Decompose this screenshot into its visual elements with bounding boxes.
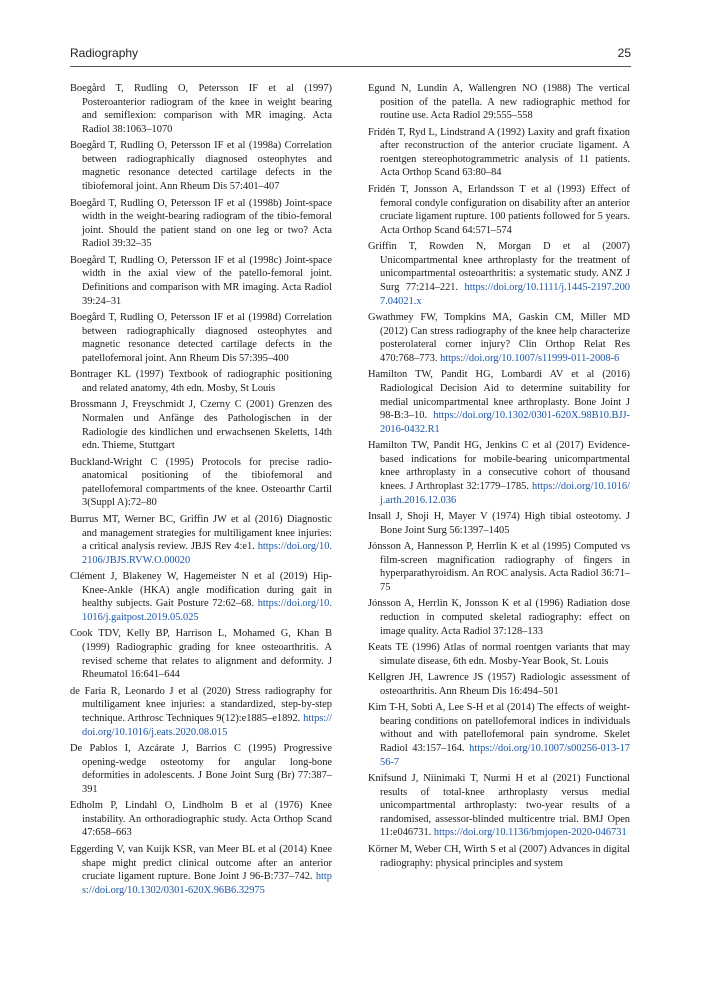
reference-text: Knifsund J, Niinimaki T, Nurmi H et al (2021) Functional results of total-knee arthroplasty versus medial unicompartmental arthroplasty: two-year results of a randomised, assessor-blinded multicentre trial. BMJ Open 11:e046731. bbox=[368, 773, 630, 839]
reference-text: Hamilton TW, Pandit HG, Jenkins C et al (2017) Evidence-based indications for mobile-bearing unicompartmental knee arthroplasty in a consecutive cohort of thousand knees. J Arthroplast 32:1779–1785. bbox=[368, 440, 630, 492]
reference-text: Kim T-H, Sobti A, Lee S-H et al (2014) The effects of weight-bearing conditions on patellofemoral indices in individuals without and with patellofemoral pain syndrome. Skelet Radiol 43:157–164. bbox=[368, 702, 630, 754]
section-title: Radiography bbox=[70, 46, 139, 60]
reference-entry bbox=[368, 772, 630, 840]
reference-entry bbox=[368, 82, 630, 123]
doi-link[interactable]: https://doi.org/10.1111/j.1445-2197.2007.04021.x bbox=[380, 281, 630, 307]
reference-text: Buckland-Wright C (1995) Protocols for precise radio-anatomical positioning of the tibiofemoral and patellofemoral compartments of the knee. Osteoarthr Cartil 3(Suppl A):72–80 bbox=[70, 456, 332, 509]
reference-text: Boegård T, Rudling O, Petersson IF et al (1998d) Correlation between radiographically diagnosed osteophytes and magnetic resonance detected cartilage defects in the patellofemoral joint. Ann Rheum Dis 57:395–400 bbox=[70, 312, 332, 364]
reference-entry bbox=[368, 597, 630, 638]
doi-link[interactable]: https://doi.org/10.1007/s11999-011-2008-6 bbox=[440, 352, 620, 364]
reference-entry bbox=[70, 627, 332, 681]
reference-entry bbox=[70, 685, 332, 739]
reference-text: Insall J, Shoji H, Mayer V (1974) High tibial osteotomy. J Bone Joint Surg 56:1397–1405 bbox=[368, 511, 630, 536]
reference-text: Bontrager KL (1997) Textbook of radiographic positioning and related anatomy, 4th edn. Mosby, St Louis bbox=[70, 369, 332, 394]
reference-text: Hamilton TW, Pandit HG, Lombardi AV et al (2016) Radiological Decision Aid to determine suitability for medial unicompartmental knee arthroplasty. Bone Joint J 98-B:3–10. bbox=[368, 369, 630, 422]
reference-entry bbox=[70, 742, 332, 796]
references-column-right bbox=[368, 82, 630, 873]
reference-entry bbox=[368, 126, 630, 180]
reference-entry bbox=[70, 139, 332, 193]
reference-entry bbox=[368, 439, 630, 507]
reference-text: Gwathmey FW, Tompkins MA, Gaskin CM, Miller MD (2012) Can stress radiography of the knee help characterize posterolateral corner injury? Clin Orthop Relat Res 470:768–773. bbox=[368, 312, 630, 364]
reference-text: Kellgren JH, Lawrence JS (1957) Radiologic assessment of osteoarthritis. Ann Rheum Dis 16:494–501 bbox=[368, 672, 630, 697]
reference-text: Boegård T, Rudling O, Petersson IF et al (1998b) Joint-space width in the weight-bearing radiogram of the tibio-femoral joint. Should the patient stand on one leg or two? Acta Radiol 39:32–35 bbox=[70, 197, 332, 250]
page-number: 25 bbox=[617, 46, 631, 60]
reference-text: Edholm P, Lindahl O, Lindholm B et al (1976) Knee instability. An orthoradiographic study. Acta Orthop Scand 47:658–663 bbox=[70, 800, 332, 839]
reference-text: Cook TDV, Kelly BP, Harrison L, Mohamed G, Khan B (1999) Radiographic grading for knee osteoarthritis. A revised scheme that relates to alignment and deformity. J Rheumatol 16:641–644 bbox=[70, 628, 332, 681]
reference-entry bbox=[368, 671, 630, 698]
reference-entry bbox=[70, 197, 332, 251]
doi-link[interactable]: https://doi.org/10.1016/j.eats.2020.08.015 bbox=[82, 712, 332, 738]
reference-entry bbox=[368, 641, 630, 668]
reference-entry bbox=[70, 368, 332, 395]
reference-text: de Faria R, Leonardo J et al (2020) Stress radiography for multiligament knee injuries: a standardized, step-by-step technique. Arthrosc Techniques 9(12):e1885–e1892. bbox=[70, 685, 332, 724]
references-column-left bbox=[70, 82, 332, 900]
reference-entry bbox=[70, 254, 332, 308]
doi-link[interactable]: https://doi.org/10.1302/0301-620X.98B10.BJJ-2016-0432.R1 bbox=[380, 410, 630, 435]
reference-entry bbox=[368, 311, 630, 365]
header-rule bbox=[70, 66, 631, 67]
reference-entry bbox=[70, 513, 332, 567]
reference-entry bbox=[70, 398, 332, 452]
reference-entry bbox=[70, 311, 332, 365]
reference-text: Egund N, Lundin A, Wallengren NO (1988) The vertical position of the patella. A new radiographic method for routine use. Acta Radiol 29:555–558 bbox=[368, 83, 630, 122]
reference-entry bbox=[368, 701, 630, 769]
reference-text: Boegård T, Rudling O, Petersson IF et al (1998c) Joint-space width in the axial view of the patello-femoral joint. Definitions and comparison with MR imaging. Acta Radiol 39:24–31 bbox=[70, 254, 332, 307]
reference-entry bbox=[70, 570, 332, 624]
reference-entry bbox=[368, 368, 630, 436]
doi-link[interactable]: https://doi.org/10.2106/JBJS.RVW.O.00020 bbox=[82, 541, 332, 566]
reference-entry bbox=[70, 799, 332, 840]
reference-text: Keats TE (1996) Atlas of normal roentgen variants that may simulate disease, 6th edn. Mosby-Year Book, St. Louis bbox=[368, 642, 630, 667]
reference-entry bbox=[368, 510, 630, 537]
reference-text: Boegård T, Rudling O, Petersson IF et al (1998a) Correlation between radiographically diagnosed osteophytes and magnetic resonance detected cartilage defects in the tibiofemoral joint. Ann Rheum Dis 57:401–407 bbox=[70, 140, 332, 193]
doi-link[interactable]: https://doi.org/10.1016/j.arth.2016.12.036 bbox=[380, 480, 630, 506]
reference-entry bbox=[368, 540, 630, 594]
doi-link[interactable]: https://doi.org/10.1007/s00256-013-1756-7 bbox=[380, 743, 630, 768]
reference-entry bbox=[368, 183, 630, 237]
doi-link[interactable]: https://doi.org/10.1136/bmjopen-2020-046731 bbox=[433, 827, 627, 839]
reference-text: Fridén T, Ryd L, Lindstrand A (1992) Laxity and graft fixation after reconstruction of the anterior cruciate ligament. A roentgen stereophotogrammetric analysis of 11 patients. Acta Orthop Scand 63:80–84 bbox=[368, 126, 630, 179]
reference-text: Griffin T, Rowden N, Morgan D et al (2007) Unicompartmental knee arthroplasty for the treatment of unicompartmental osteoarthritis: a systematic study. ANZ J Surg 77:214–221. bbox=[368, 241, 630, 293]
reference-text: Eggerding V, van Kuijk KSR, van Meer BL et al (2014) Knee shape might predict clinical outcome after an anterior cruciate ligament rupture. Bone Joint J 96-B:737–742. bbox=[70, 843, 332, 883]
doi-link[interactable]: https://doi.org/10.1302/0301-620X.96B6.32975 bbox=[82, 871, 332, 896]
reference-text: Fridén T, Jonsson A, Erlandsson T et al (1993) Effect of femoral condyle configuration on disability after an anterior cruciate ligament rupture. 100 patients followed for 5 years. Acta Orthop Scand 64:571–574 bbox=[368, 183, 630, 236]
reference-entry bbox=[70, 82, 332, 136]
reference-entry bbox=[368, 240, 630, 308]
reference-text: Boegård T, Rudling O, Petersson IF et al (1997) Posteroanterior radiogram of the knee in weight bearing and semiflexion: comparison with MR imaging. Acta Radiol 38:1063–1070 bbox=[70, 83, 332, 135]
reference-text: Clément J, Blakeney W, Hagemeister N et al (2019) Hip-Knee-Ankle (HKA) angle modification during gait in healthy subjects. Gait Posture 72:62–68. bbox=[70, 571, 332, 610]
reference-text: Brossmann J, Freyschmidt J, Czerny C (2001) Grenzen des Normalen und Anfänge des Pathologischen in der Radiologie des kindlichen und erwachsenen Skeletts, 14th edn. Thieme, Stuttgart bbox=[70, 399, 332, 452]
reference-entry bbox=[368, 843, 630, 870]
reference-text: Körner M, Weber CH, Wirth S et al (2007) Advances in digital radiography: physical principles and system bbox=[368, 843, 630, 869]
reference-text: Jónsson A, Herrlin K, Jonsson K et al (1996) Radiation dose reduction in computed skeletal radiography: effect on image quality. Acta Radiol 37:128–133 bbox=[368, 598, 630, 637]
doi-link[interactable]: https://doi.org/10.1016/j.gaitpost.2019.05.025 bbox=[82, 598, 332, 623]
reference-entry bbox=[70, 456, 332, 510]
reference-text: Burrus MT, Werner BC, Griffin JW et al (2016) Diagnostic and management strategies for multiligament knee injuries: a critical analysis review. JBJS Rev 4:e1. bbox=[70, 513, 332, 553]
reference-text: De Pablos I, Azcárate J, Barrios C (1995) Progressive opening-wedge osteotomy for angular long-bone deformities in adolescents. J Bone Joint Surg (Br) 77:387–391 bbox=[70, 743, 332, 795]
reference-text: Jónsson A, Hannesson P, Herrlin K et al (1995) Computed vs film-screen magnification radiography of fingers in hyperparathyroidism. An ROC analysis. Acta Radiol 36:71–75 bbox=[368, 541, 630, 593]
reference-entry bbox=[70, 843, 332, 897]
